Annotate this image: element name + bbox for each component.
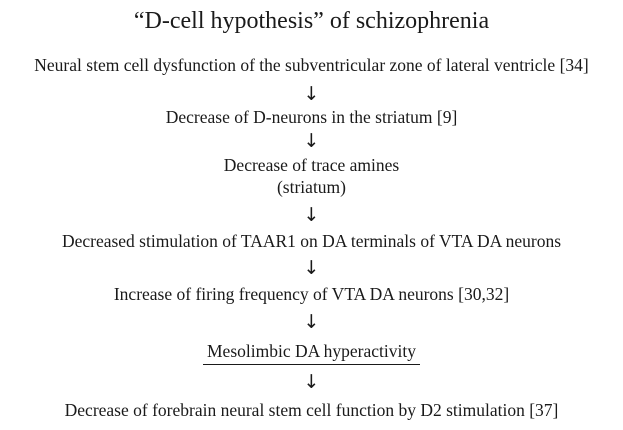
down-arrow-icon: ↓ — [303, 83, 320, 105]
step-decrease-d-neurons: Decrease of D-neurons in the striatum [9] — [165, 107, 458, 127]
step-decreased-taar1-stimulation: Decreased stimulation of TAAR1 on DA terminals of VTA DA neurons — [61, 231, 562, 251]
step-decrease-forebrain-stem-cell-function: Decrease of forebrain neural stem cell function by D2 stimulation [37] — [64, 400, 559, 420]
diagram-title: “D-cell hypothesis” of schizophrenia — [133, 8, 490, 34]
step-increase-firing-frequency: Increase of firing frequency of VTA DA neurons [30,32] — [113, 284, 510, 304]
step-neural-stem-cell-dysfunction: Neural stem cell dysfunction of the subventricular zone of lateral ventricle [34] — [34, 55, 589, 75]
step-mesolimbic-da-hyperactivity: Mesolimbic DA hyperactivity — [203, 341, 420, 365]
step-decrease-trace-amines: Decrease of trace amines — [223, 155, 400, 175]
down-arrow-icon: ↓ — [303, 257, 320, 279]
down-arrow-icon: ↓ — [303, 204, 320, 226]
down-arrow-icon: ↓ — [303, 371, 320, 393]
step-mesolimbic-wrapper — [0, 340, 623, 365]
down-arrow-icon: ↓ — [303, 311, 320, 333]
step-decrease-trace-amines-location: (striatum) — [276, 177, 346, 197]
down-arrow-icon: ↓ — [303, 130, 320, 152]
